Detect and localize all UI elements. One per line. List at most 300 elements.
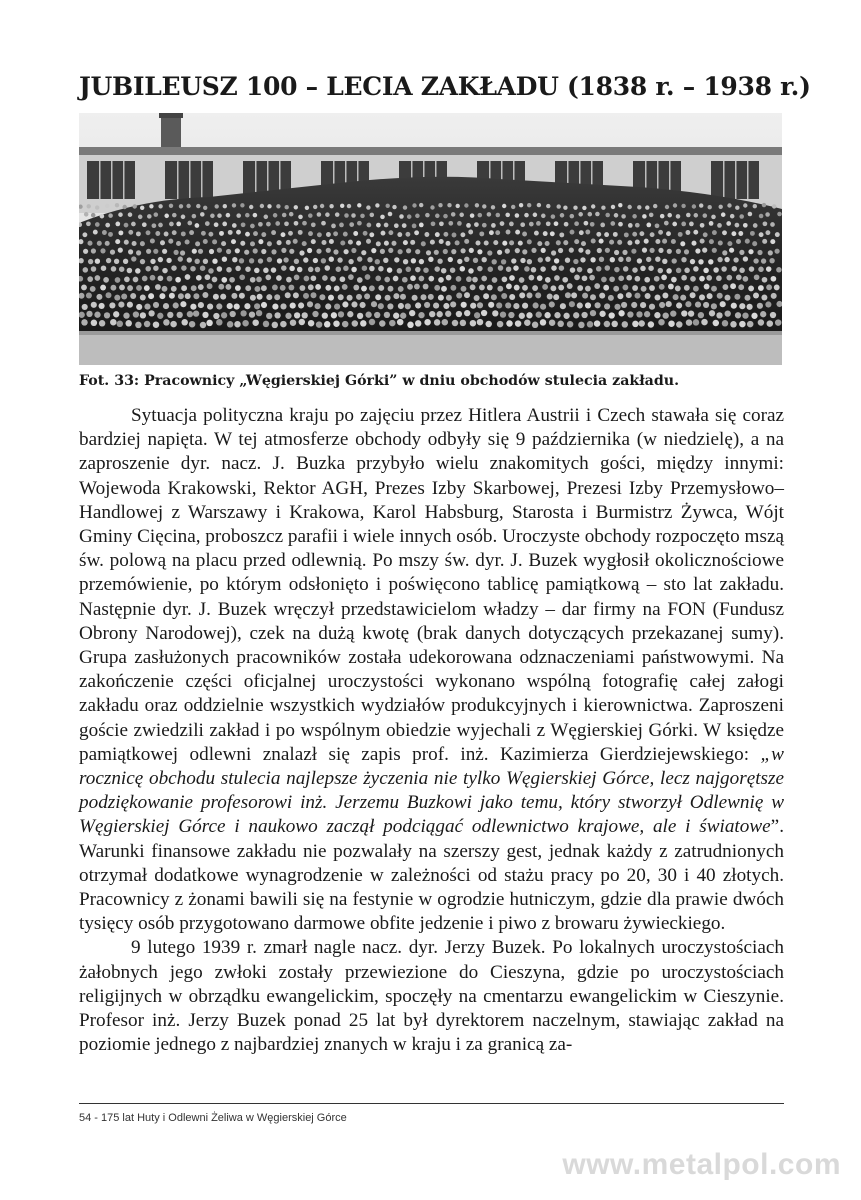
- person-head: [623, 266, 629, 272]
- person-head: [547, 294, 553, 300]
- person-head: [351, 213, 356, 218]
- person-head: [724, 257, 729, 262]
- person-head: [280, 303, 286, 309]
- person-head: [369, 232, 374, 237]
- person-head: [536, 312, 542, 318]
- person-head: [640, 266, 646, 272]
- person-head: [470, 320, 476, 326]
- person-head: [136, 304, 142, 310]
- person-head: [148, 310, 154, 316]
- person-head: [757, 250, 762, 255]
- person-head: [326, 248, 331, 253]
- person-head: [216, 303, 222, 309]
- person-head: [456, 311, 462, 317]
- person-head: [464, 239, 469, 244]
- person-head: [731, 303, 737, 309]
- person-head: [418, 312, 424, 318]
- person-head: [611, 205, 615, 209]
- person-head: [582, 293, 588, 299]
- person-head: [108, 213, 113, 218]
- person-head: [770, 312, 776, 318]
- person-head: [443, 249, 448, 254]
- person-head: [131, 222, 136, 227]
- person-head: [644, 239, 649, 244]
- person-head: [285, 313, 291, 319]
- person-head: [645, 205, 649, 209]
- person-head: [757, 303, 763, 309]
- person-head: [424, 319, 430, 325]
- person-head: [699, 294, 705, 300]
- person-head: [573, 259, 578, 264]
- person-head: [249, 311, 255, 317]
- person-head: [738, 284, 744, 290]
- person-head: [205, 274, 211, 280]
- person-head: [206, 320, 212, 326]
- person-head: [739, 303, 745, 309]
- person-head: [226, 249, 231, 254]
- person-head: [479, 284, 485, 290]
- person-head: [762, 239, 767, 244]
- person-head: [681, 204, 685, 208]
- person-head: [772, 204, 776, 208]
- person-head: [455, 240, 460, 245]
- person-head: [118, 212, 123, 217]
- person-head: [91, 213, 96, 218]
- person-head: [456, 204, 460, 208]
- person-head: [567, 321, 573, 327]
- person-head: [693, 230, 698, 235]
- person-head: [178, 256, 183, 261]
- person-head: [212, 259, 217, 264]
- person-head: [650, 248, 655, 253]
- person-head: [747, 321, 753, 327]
- person-head: [140, 206, 144, 210]
- person-head: [445, 241, 450, 246]
- person-head: [152, 223, 157, 228]
- person-head: [271, 249, 276, 254]
- person-head: [771, 293, 777, 299]
- person-head: [363, 231, 368, 236]
- group-photo-icon: [79, 113, 782, 365]
- person-head: [252, 319, 258, 325]
- person-head: [244, 250, 249, 255]
- footer-divider: [79, 1103, 784, 1104]
- person-head: [406, 267, 412, 273]
- person-head: [424, 232, 429, 237]
- person-head: [302, 241, 307, 246]
- person-head: [405, 303, 411, 309]
- person-head: [665, 205, 669, 209]
- person-head: [87, 276, 93, 282]
- person-head: [171, 286, 177, 292]
- person-head: [102, 230, 107, 235]
- person-head: [186, 204, 190, 208]
- person-head: [518, 241, 523, 246]
- person-head: [384, 277, 390, 283]
- person-head: [709, 221, 714, 226]
- person-head: [142, 222, 147, 227]
- person-head: [428, 257, 433, 262]
- person-head: [559, 232, 564, 237]
- person-head: [506, 230, 511, 235]
- person-head: [491, 223, 496, 228]
- person-head: [308, 231, 313, 236]
- person-head: [526, 312, 532, 318]
- person-head: [618, 275, 624, 281]
- person-head: [457, 221, 462, 226]
- person-head: [294, 259, 299, 264]
- person-head: [212, 239, 217, 244]
- person-head: [189, 230, 194, 235]
- person-head: [227, 321, 233, 327]
- person-head: [535, 292, 541, 298]
- person-head: [585, 286, 591, 292]
- person-head: [599, 257, 604, 262]
- person-head: [293, 239, 298, 244]
- person-head: [745, 295, 751, 301]
- person-head: [99, 320, 105, 326]
- person-head: [743, 203, 747, 207]
- person-head: [131, 256, 136, 261]
- person-head: [294, 275, 300, 281]
- person-head: [537, 275, 543, 281]
- person-head: [357, 277, 363, 283]
- person-head: [411, 258, 416, 263]
- person-head: [258, 222, 263, 227]
- person-head: [563, 206, 567, 210]
- person-head: [272, 284, 278, 290]
- person-head: [599, 311, 605, 317]
- person-head: [717, 293, 723, 299]
- person-head: [703, 302, 709, 308]
- person-head: [739, 268, 745, 274]
- person-head: [653, 204, 657, 208]
- person-head: [693, 286, 699, 292]
- person-head: [655, 295, 661, 301]
- person-head: [762, 203, 766, 207]
- person-head: [410, 275, 416, 281]
- person-head: [347, 311, 353, 317]
- person-head: [202, 292, 208, 298]
- person-head: [308, 267, 314, 273]
- person-head: [158, 275, 164, 281]
- person-head: [113, 311, 119, 317]
- person-head: [86, 221, 91, 226]
- person-head: [403, 205, 407, 209]
- person-head: [153, 321, 159, 327]
- person-head: [515, 213, 520, 218]
- person-head: [722, 284, 728, 290]
- person-head: [474, 312, 480, 318]
- person-head: [777, 212, 782, 217]
- person-head: [520, 258, 525, 263]
- person-head: [574, 275, 580, 281]
- person-head: [222, 222, 227, 227]
- person-head: [135, 322, 141, 328]
- person-head: [334, 285, 340, 291]
- person-head: [522, 303, 528, 309]
- person-head: [365, 312, 371, 318]
- person-head: [315, 303, 321, 309]
- person-head: [200, 322, 206, 328]
- person-head: [419, 259, 424, 264]
- person-head: [451, 249, 456, 254]
- person-head: [213, 294, 219, 300]
- person-head: [369, 266, 375, 272]
- person-head: [570, 214, 575, 219]
- person-head: [663, 312, 669, 318]
- person-head: [431, 221, 436, 226]
- person-head: [241, 222, 246, 227]
- person-head: [123, 312, 129, 318]
- person-head: [482, 257, 487, 262]
- person-head: [207, 304, 213, 310]
- person-head: [753, 223, 758, 228]
- person-head: [443, 303, 449, 309]
- person-head: [249, 258, 254, 263]
- person-head: [632, 285, 638, 291]
- person-head: [673, 294, 679, 300]
- person-head: [596, 232, 601, 237]
- person-head: [501, 293, 507, 299]
- person-head: [448, 221, 453, 226]
- person-head: [254, 303, 260, 309]
- person-head: [646, 257, 651, 262]
- person-head: [487, 250, 492, 255]
- person-head: [765, 301, 771, 307]
- person-head: [722, 250, 727, 255]
- person-head: [384, 223, 389, 228]
- person-head: [770, 239, 775, 244]
- person-head: [492, 310, 498, 316]
- person-head: [546, 221, 551, 226]
- person-head: [289, 212, 294, 217]
- person-head: [403, 259, 408, 264]
- person-head: [370, 213, 375, 218]
- person-head: [347, 204, 351, 208]
- person-head: [529, 275, 535, 281]
- person-head: [433, 303, 439, 309]
- person-head: [164, 232, 169, 237]
- person-head: [399, 214, 404, 219]
- person-head: [645, 293, 651, 299]
- person-head: [415, 320, 421, 326]
- person-head: [632, 267, 638, 273]
- person-head: [582, 206, 586, 210]
- person-head: [203, 259, 208, 264]
- person-head: [587, 268, 593, 274]
- person-head: [497, 286, 503, 292]
- person-head: [138, 215, 143, 220]
- person-head: [604, 303, 610, 309]
- person-head: [658, 268, 664, 274]
- person-head: [133, 277, 139, 283]
- person-head: [288, 285, 294, 291]
- person-head: [200, 212, 205, 217]
- person-head: [198, 249, 203, 254]
- person-head: [180, 301, 186, 307]
- person-head: [170, 321, 176, 327]
- person-head: [709, 239, 714, 244]
- person-head: [560, 303, 566, 309]
- person-head: [632, 232, 637, 237]
- person-head: [103, 277, 109, 283]
- person-head: [435, 214, 440, 219]
- person-head: [201, 231, 206, 236]
- person-head: [239, 293, 245, 299]
- person-head: [277, 240, 282, 245]
- person-head: [774, 284, 780, 290]
- person-head: [730, 321, 736, 327]
- person-head: [110, 319, 116, 325]
- person-head: [202, 312, 208, 318]
- person-head: [398, 303, 404, 309]
- person-head: [725, 310, 731, 316]
- person-head: [371, 248, 376, 253]
- person-head: [317, 212, 322, 217]
- person-head: [707, 293, 713, 299]
- person-head: [166, 258, 171, 263]
- person-head: [735, 312, 741, 318]
- person-head: [703, 213, 708, 218]
- person-head: [761, 295, 767, 301]
- person-head: [325, 265, 331, 271]
- person-head: [618, 310, 624, 316]
- person-head: [254, 286, 260, 292]
- person-head: [163, 319, 169, 325]
- person-head: [699, 276, 705, 282]
- person-head: [261, 249, 266, 254]
- person-head: [266, 294, 272, 300]
- person-head: [483, 293, 489, 299]
- person-head: [185, 274, 191, 280]
- person-head: [334, 304, 340, 310]
- person-head: [290, 303, 296, 309]
- person-head: [348, 274, 354, 280]
- person-head: [765, 230, 770, 235]
- ground: [79, 331, 782, 365]
- person-head: [192, 214, 197, 219]
- person-head: [265, 275, 271, 281]
- person-head: [635, 223, 640, 228]
- person-head: [369, 285, 375, 291]
- person-head: [473, 258, 478, 263]
- person-head: [584, 221, 589, 226]
- person-head: [443, 232, 448, 237]
- person-head: [497, 321, 503, 327]
- person-head: [646, 223, 651, 228]
- person-head: [445, 311, 451, 317]
- person-head: [84, 212, 89, 217]
- person-head: [655, 239, 660, 244]
- person-head: [726, 221, 731, 226]
- person-head: [342, 301, 348, 307]
- person-head: [320, 204, 324, 208]
- person-head: [514, 285, 520, 291]
- person-head: [730, 283, 736, 289]
- person-head: [570, 230, 575, 235]
- person-head: [114, 295, 120, 301]
- person-head: [119, 266, 125, 272]
- person-head: [533, 302, 539, 308]
- person-head: [172, 230, 177, 235]
- person-head: [343, 266, 349, 272]
- person-head: [693, 319, 699, 325]
- person-head: [375, 203, 379, 207]
- person-head: [505, 249, 510, 254]
- person-head: [338, 294, 344, 300]
- person-head: [88, 259, 93, 264]
- person-head: [637, 258, 642, 263]
- person-head: [150, 259, 155, 264]
- person-head: [690, 259, 695, 264]
- person-head: [154, 212, 159, 217]
- person-head: [711, 286, 717, 292]
- person-head: [311, 275, 317, 281]
- person-head: [569, 248, 574, 253]
- person-head: [739, 250, 744, 255]
- person-head: [565, 292, 571, 298]
- person-head: [519, 292, 525, 298]
- person-head: [308, 213, 313, 218]
- person-head: [648, 321, 654, 327]
- person-head: [650, 232, 655, 237]
- person-head: [460, 266, 466, 272]
- person-head: [167, 312, 173, 318]
- person-head: [360, 214, 365, 219]
- person-head: [190, 304, 196, 310]
- person-head: [235, 285, 241, 291]
- person-head: [179, 204, 183, 208]
- person-head: [505, 213, 510, 218]
- person-head: [267, 257, 272, 262]
- person-head: [495, 230, 500, 235]
- person-head: [117, 321, 123, 327]
- page-footer: 54 - 175 lat Huty i Odlewni Żeliwa w Węgierskiej Górce: [79, 1112, 347, 1124]
- person-head: [293, 292, 299, 298]
- person-head: [402, 223, 407, 228]
- person-head: [217, 213, 222, 218]
- person-head: [136, 231, 141, 236]
- group-photo: [79, 113, 782, 365]
- person-head: [666, 231, 671, 236]
- person-head: [766, 266, 772, 272]
- person-head: [219, 231, 224, 236]
- person-head: [210, 214, 215, 219]
- person-head: [621, 214, 626, 219]
- person-head: [353, 285, 359, 291]
- person-head: [654, 276, 660, 282]
- person-head: [118, 248, 123, 253]
- person-head: [140, 312, 146, 318]
- person-head: [203, 206, 207, 210]
- person-head: [695, 248, 700, 253]
- person-head: [232, 257, 237, 262]
- person-head: [775, 232, 780, 237]
- person-head: [686, 319, 692, 325]
- person-head: [106, 258, 111, 263]
- person-head: [640, 302, 646, 308]
- person-head: [335, 212, 340, 217]
- person-head: [133, 311, 139, 317]
- person-head: [397, 319, 403, 325]
- person-head: [423, 284, 429, 290]
- person-head: [461, 286, 467, 292]
- person-head: [158, 257, 163, 262]
- person-head: [190, 266, 196, 272]
- person-head: [678, 232, 683, 237]
- person-head: [636, 311, 642, 317]
